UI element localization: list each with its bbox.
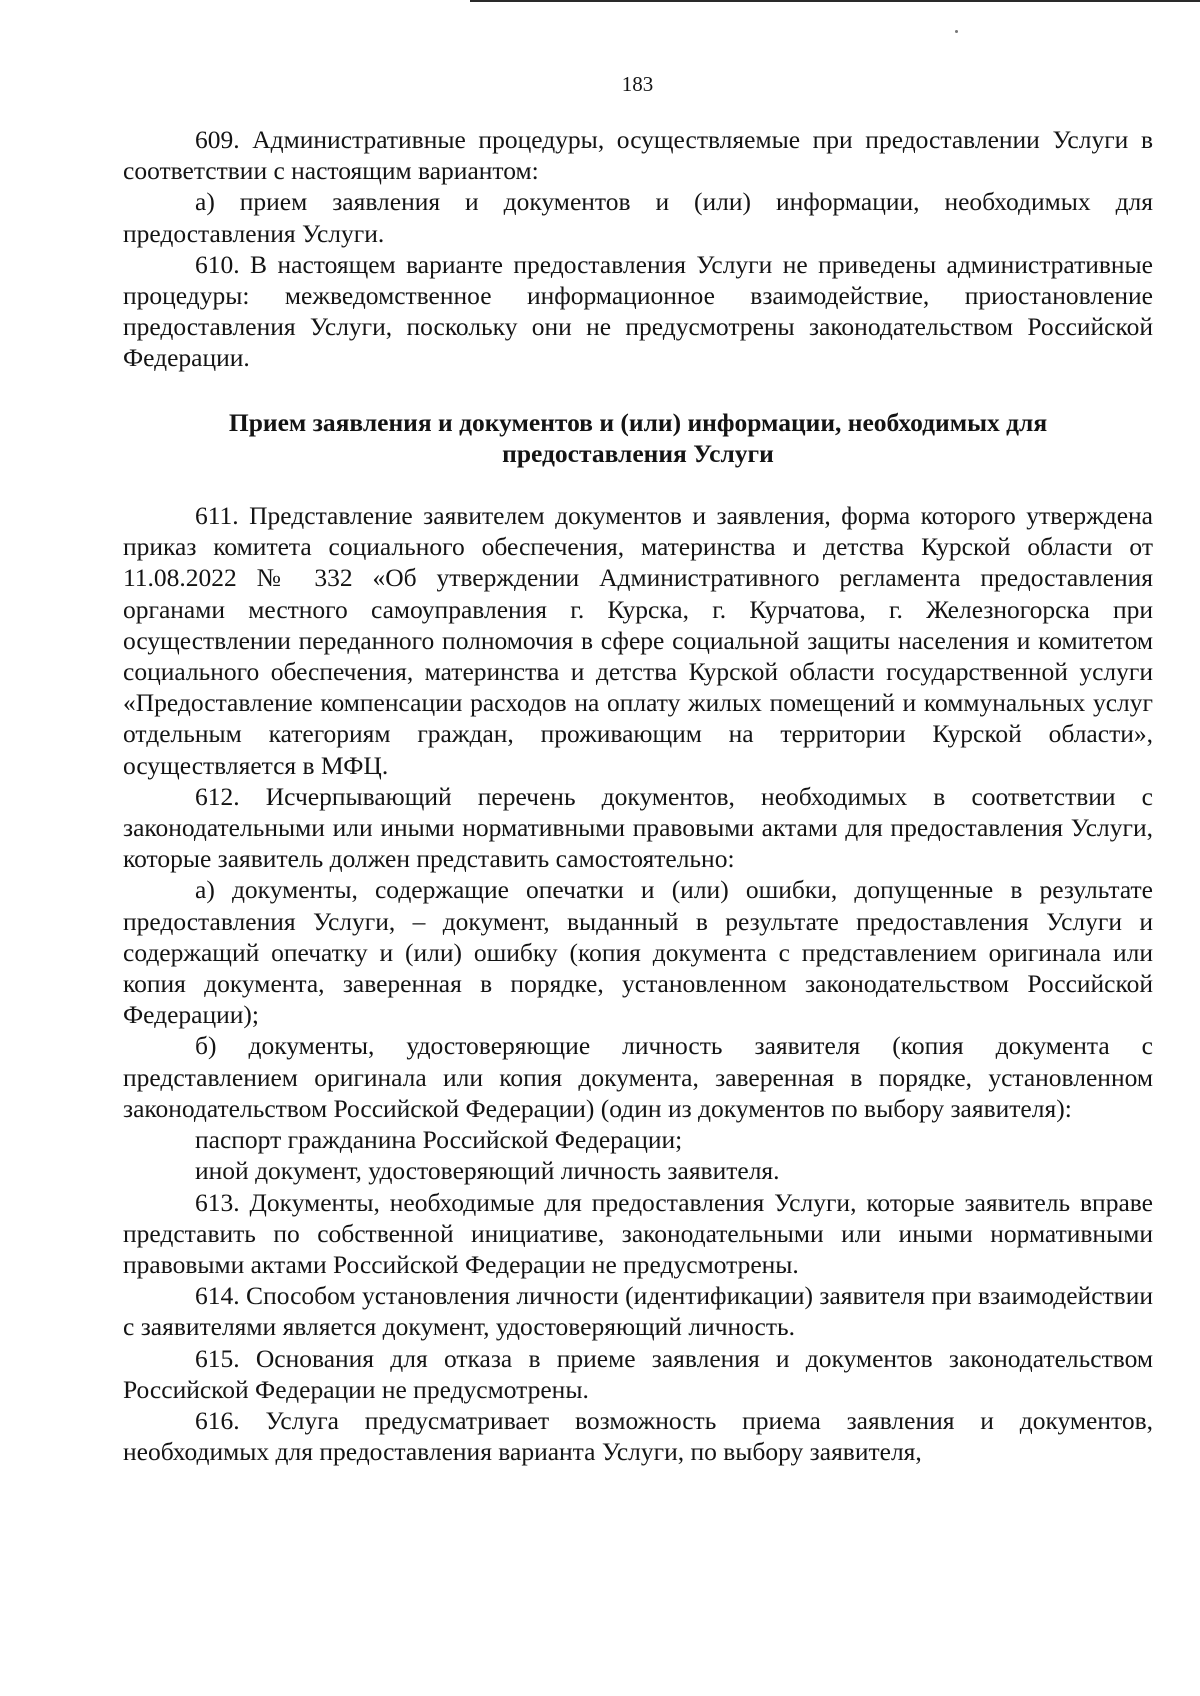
section-heading-line-1: Прием заявления и документов и (или) информации, необходимых для <box>228 407 1048 437</box>
paragraph: 613. Документы, необходимые для предоставления Услуги, которые заявитель вправе представить по собственной инициативе, законодательными или иными нормативными правовыми актами Российской Федерации не предусмотрены. <box>123 1187 1153 1279</box>
paragraph: 616. Услуга предусматривает возможность приема заявления и документов, необходимых для предоставления варианта Услуги, по выбору заявителя, <box>123 1405 1153 1467</box>
page-number: 183 <box>621 72 654 96</box>
bottom-paragraphs <box>123 500 1153 1467</box>
section-heading-line-2: предоставления Услуги <box>502 438 774 468</box>
section-heading <box>123 407 1153 469</box>
paragraph: а) документы, содержащие опечатки и (или) ошибки, допущенные в результате предоставления Услуги, – документ, выданный в результате предоставления Услуги и содержащий опечатку и (или) ошибку (копия документа с представлением оригинала или копия документа, заверенная в порядке, установленном законодательством Российской Федерации); <box>123 875 1153 1030</box>
top-border-line <box>470 0 1200 2</box>
paragraph: б) документы, удостоверяющие личность заявителя (копия документа с представлением оригинала или копия документа, заверенная в порядке, установленном законодательством Российской Федерации) (один из документов по выбору заявителя): <box>123 1031 1153 1123</box>
paragraph: 609. Административные процедуры, осуществляемые при предоставлении Услуги в соответствии с настоящим вариантом: <box>123 125 1153 186</box>
paragraph: 615. Основания для отказа в приеме заявления и документов законодательством Российской Федерации не предусмотрены. <box>123 1343 1153 1404</box>
list-line: паспорт гражданина Российской Федерации; <box>195 1125 683 1155</box>
paragraph: 610. В настоящем варианте предоставления Услуги не приведены административные процедуры: межведомственное информационное взаимодействие, приостановление предоставления Услуги, поскольку они не предусмотрены законодательством Российской Федерации. <box>123 249 1153 373</box>
paragraph: 611. Представление заявителем документов и заявления, форма которого утверждена приказ комитета социального обеспечения, материнства и детства Курской области от 11.08.2022 № 332 «Об утверждении Административного регламента предоставления органами местного самоуправления г. Курска, г. Курчатова, г. Железногорска при осуществлении переданного полномочия в сфере социальной защиты населения и комитетом социального обеспечения, материнства и детства Курской области государственной услуги «Предоставление компенсации расходов на оплату жилых помещений и коммунальных услуг отдельным категориям граждан, проживающим на территории Курской области», осуществляется в МФЦ. <box>123 501 1153 780</box>
paragraph: а) прием заявления и документов и (или) информации, необходимых для предоставления Услуги. <box>123 187 1153 248</box>
paragraph: 612. Исчерпывающий перечень документов, необходимых в соответствии с законодательными или иными нормативными правовыми актами для предоставления Услуги, которые заявитель должен представить самостоятельно: <box>123 781 1153 874</box>
list-line: иной документ, удостоверяющий личность заявителя. <box>195 1156 780 1186</box>
top-paragraphs <box>123 124 1153 374</box>
paragraph: 614. Способом установления личности (идентификации) заявителя при взаимодействии с заявителями является документ, удостоверяющий личность. <box>123 1281 1153 1342</box>
scan-speck <box>955 30 958 33</box>
document-body <box>123 124 1153 1467</box>
